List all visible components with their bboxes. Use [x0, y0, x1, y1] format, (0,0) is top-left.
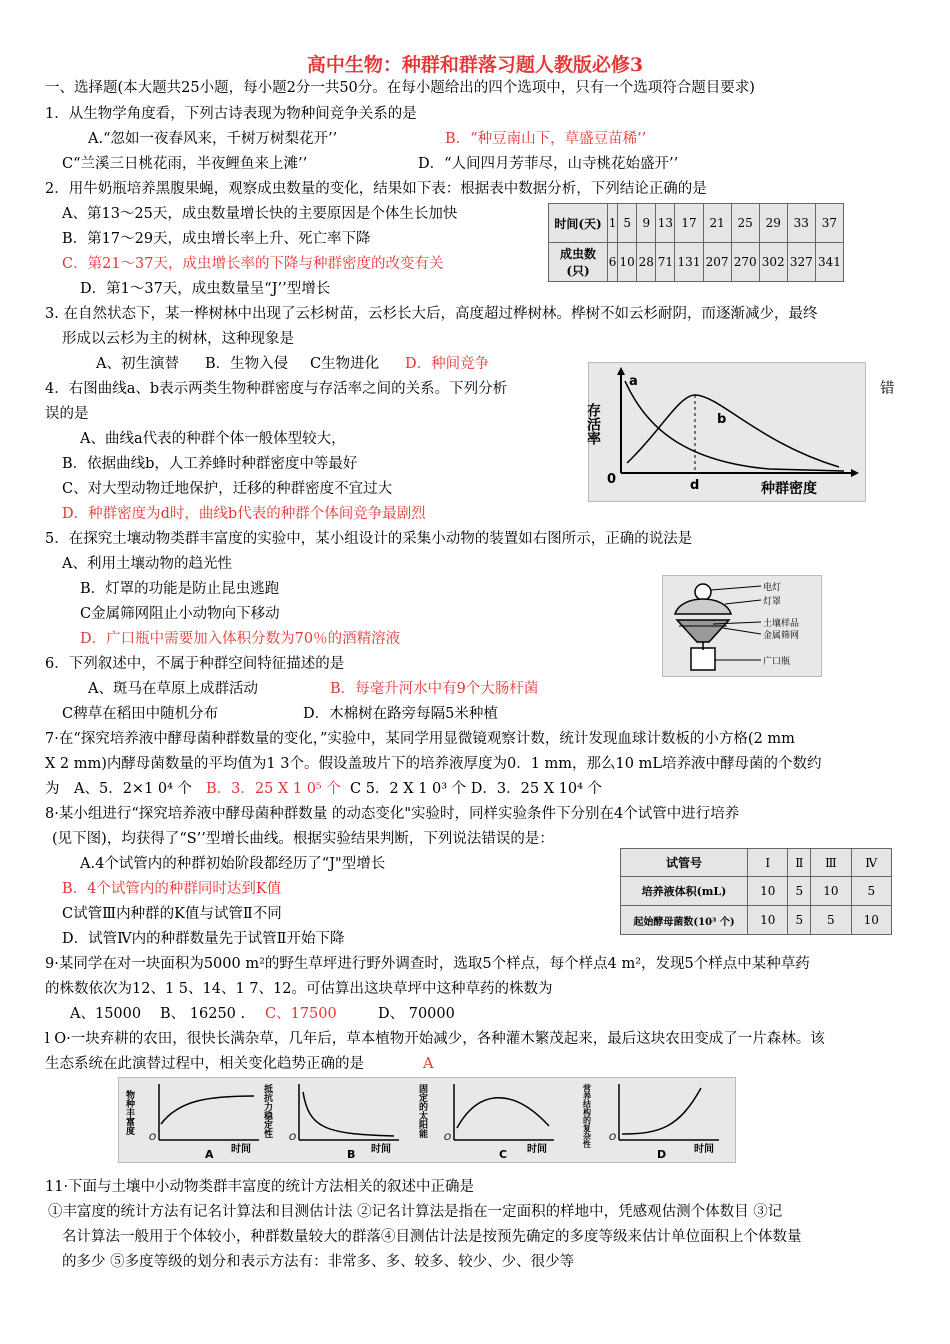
q4-option-c: C、对大型动物迁地保护，迁移的种群密度不宜过大 [62, 481, 393, 497]
arrow-up-icon [617, 367, 625, 375]
q2-day-cell: 5 [618, 204, 637, 243]
q2-count-cell: 302 [759, 243, 787, 282]
leader-line [723, 628, 761, 634]
q2-day-cell: 13 [656, 204, 675, 243]
q4-option-a: A、曲线a代表的种群个体一般体型较大， [80, 431, 346, 447]
q7-option-cd: C 5．2 X 1 0³ 个 D．3．25 X 10⁴ 个 [350, 781, 603, 797]
q2-row2-label: 成虫数(只) [549, 243, 608, 282]
q4-label-d: d [690, 478, 700, 493]
q11-line3: 的多少 ⑤多度等级的划分和表示方法有：非常多、多、较多、较少、少、很少等 [62, 1254, 575, 1270]
q4-stem-line1: 4．右图曲线a、b表示两类生物种群密度与存活率之间的关系。下列分析 [45, 381, 508, 397]
q4-label-a: a [629, 374, 638, 389]
label-lamp: 电灯 [763, 583, 782, 593]
curve-b [303, 1092, 394, 1136]
q2-option-d: D．第1～37天，成虫数量呈“J’’型增长 [80, 281, 331, 297]
graph-a-origin: O [149, 1133, 157, 1143]
q2-row1-label: 时间(天) [549, 204, 608, 243]
q8-header-cell: Ⅱ [788, 849, 811, 877]
q5-option-a: A、利用土壤动物的趋光性 [62, 556, 232, 572]
curve-d [622, 1088, 701, 1134]
page-title: 高中生物：种群和群落习题人教版必修3 [306, 54, 644, 76]
q2-data-table [548, 203, 844, 282]
q8-volume-cell: 5 [788, 877, 811, 906]
q7-line2: X 2 mm)内酵母菌数量的平均值为1 3个。假设盖玻片下的培养液厚度为0．1 mm，那么10 mL培养液中酵母菌的个数约 [45, 756, 822, 772]
q4-label-b: b [717, 412, 727, 427]
q7-line1: 7·在“探究培养液中酵母菌种群数量的变化，”实验中，某同学用显微镜观察计数，统计发现血球计数板的小方格(2 mm [45, 731, 795, 747]
q2-day-cell: 25 [731, 204, 759, 243]
graph-a-x-label: 时间 [231, 1144, 251, 1155]
q2-day-cell: 37 [815, 204, 843, 243]
graph-c-y-label: 固定的太阳能 [417, 1084, 427, 1138]
q8-option-d: D．试管Ⅳ内的种群数量先于试管Ⅱ开始下降 [62, 931, 345, 947]
q2-stem: 2．用牛奶瓶培养黑腹果蝇，观察成虫数量的变化，结果如下表：根据表中数据分析，下列结论正确的是 [45, 181, 707, 197]
q10-graphs-figure [118, 1077, 736, 1163]
q2-option-a: A、第13～25天，成虫数量增长快的主要原因是个体生长加快 [62, 206, 458, 222]
q8-option-a: A.4个试管内的种群初始阶段都经历了“J"型增长 [80, 856, 386, 872]
q2-count-cell: 131 [675, 243, 703, 282]
q9-line1: 9·某同学在对一块面积为5000 m²的野生草坪进行野外调查时，选取5个样点，每个样点4 m²，发现5个样点中某种草药 [45, 956, 810, 972]
section-heading: 一、选择题(本大题共25小题，每小题2分一共50分。在每小题给出的四个选项中，只有一个选项符合题目要求) [45, 80, 755, 96]
q4-curve-b [627, 395, 839, 467]
q10-graph-c [417, 1083, 554, 1161]
q2-count-cell: 270 [731, 243, 759, 282]
q8-row-yeast: 起始酵母菌数(10³ 个) [621, 906, 748, 935]
graph-d-origin: O [609, 1133, 617, 1143]
q4-origin: 0 [607, 472, 617, 487]
q7-option-a: 为 A、5．2×1 0⁴ 个 [45, 781, 193, 797]
q4-x-label: 种群密度 [761, 481, 817, 497]
q9-option-a: A、15000 [70, 1006, 142, 1022]
q8-yeast-cell: 10 [851, 906, 891, 935]
q6-option-b: B．每毫升河水中有9个大肠杆菌 [330, 681, 539, 697]
q5-option-c: C金属筛网阻止小动物向下移动 [80, 606, 280, 622]
q8-line2: (见下图)，均获得了“S’’型增长曲线。根据实验结果判断，下列说法错误的是： [52, 831, 554, 847]
q4-stem-line2: 误的是 [45, 406, 89, 422]
q6-stem: 6．下列叙述中，不属于种群空间特征描述的是 [45, 656, 345, 672]
graph-b-x-label: 时间 [371, 1144, 391, 1155]
q3-option-c: C生物进化 [310, 356, 380, 372]
lampshade-icon [675, 599, 731, 614]
q4-option-d: D．种群密度为d时，曲线b代表的种群个体间竞争最剧烈 [62, 506, 426, 522]
arrow-right-icon [851, 469, 859, 477]
q11-stem: 11·下面与土壤中小动物类群丰富度的统计方法相关的叙述中正确是 [45, 1179, 475, 1195]
label-jar: 广口瓶 [763, 657, 791, 667]
q5-option-b: B．灯罩的功能是防止昆虫逃跑 [80, 581, 280, 597]
q8-volume-cell: 10 [811, 877, 851, 906]
graph-d-y-label: 营养结构的复杂性 [582, 1084, 592, 1148]
leader-line [725, 600, 761, 604]
q5-option-d: D．广口瓶中需要加入体积分数为70％的酒精溶液 [80, 631, 401, 647]
q9-line2: 的株数依次为12、1 5、14、1 7、12。可估算出这块草坪中这种草药的株数为 [45, 981, 553, 997]
q6-option-d: D．木棉树在路旁每隔5米种植 [303, 706, 498, 722]
q6-option-c: C稗草在稻田中随机分布 [62, 706, 219, 722]
q5-stem: 5．在探究土壤动物类群丰富度的实验中，某小组设计的采集小动物的装置如右图所示，正确的说法是 [45, 531, 693, 547]
graph-a-tag: A [205, 1148, 214, 1161]
q2-count-cell: 341 [815, 243, 843, 282]
q3-option-b: B．生物入侵 [205, 356, 289, 372]
q6-option-a: A、斑马在草原上成群活动 [88, 681, 258, 697]
curve-c [457, 1098, 549, 1128]
q10-line2: 生态系统在此演替过程中，相关变化趋势正确的是 [45, 1056, 364, 1072]
q9-option-b: B、 16250 . [160, 1006, 246, 1022]
graph-c-x-label: 时间 [527, 1144, 547, 1155]
curve-a [161, 1096, 254, 1124]
label-soil-sample: 土壤样品 [763, 619, 800, 629]
q3-stem-line1: 3. 在自然状态下，某一桦树林中出现了云杉树苗，云杉长大后，高度超过桦树林。桦树不如云杉耐阴，而逐渐减少，最终 [45, 306, 818, 322]
q1-option-c: C“兰溪三日桃花雨，半夜鲤鱼来上滩’’ [62, 156, 308, 172]
graph-a-y-label: 物种丰富度 [124, 1090, 134, 1135]
q2-option-b: B．第17～29天，成虫增长率上升、死亡率下降 [62, 231, 371, 247]
q2-count-cell: 28 [637, 243, 656, 282]
label-metal-sieve: 金属筛网 [763, 631, 800, 641]
q2-count-cell: 71 [656, 243, 675, 282]
q2-day-cell: 33 [787, 204, 815, 243]
q1-option-b: B．“种豆南山下，草盛豆苗稀’’ [445, 131, 647, 147]
q2-option-c: C．第21～37天，成虫增长率的下降与种群密度的改变有关 [62, 256, 444, 272]
q10-graph-b [262, 1083, 399, 1161]
q11-line2: 名计算法一般用于个体较小，种群数量较大的群落④目测估计法是按预先确定的多度等级来估计单位面积上个体数量 [62, 1229, 802, 1245]
graph-b-origin: O [289, 1133, 297, 1143]
q8-yeast-cell: 5 [811, 906, 851, 935]
q9-option-d: D、 70000 [378, 1006, 455, 1022]
q8-volume-cell: 5 [851, 877, 891, 906]
q10-answer: A [423, 1056, 434, 1072]
q4-stem-end: 错 [880, 381, 895, 397]
q2-day-cell: 21 [703, 204, 731, 243]
q3-stem-line2: 形成以云杉为主的树林，这种现象是 [62, 331, 294, 347]
q2-day-cell: 17 [675, 204, 703, 243]
q2-count-cell: 207 [703, 243, 731, 282]
q8-line1: 8·某小组进行“探究培养液中酵母菌种群数量 的动态变化"实验时，同样实验条件下分别在4个试管中进行培养 [45, 806, 740, 822]
graph-c-tag: C [499, 1148, 508, 1161]
graph-d-tag: D [657, 1148, 667, 1161]
graph-b-y-label: 抵抗力稳定性 [262, 1084, 272, 1138]
q8-header-cell: Ⅳ [851, 849, 891, 877]
leader-line [711, 586, 761, 590]
q8-option-b: B．4个试管内的种群同时达到K值 [62, 881, 282, 897]
jar-icon [691, 648, 715, 670]
q2-day-cell: 29 [759, 204, 787, 243]
graph-d-x-label: 时间 [694, 1144, 714, 1155]
q8-header-cell: Ⅲ [811, 849, 851, 877]
q2-day-cell: 1 [608, 204, 618, 243]
q10-line1: l O·一块弃耕的农田，很快长满杂草，几年后，草本植物开始减少，各种灌木繁茂起来，最后这块农田变成了一片森林。该 [45, 1031, 825, 1047]
q4-y-label: 存活率 [585, 403, 601, 445]
q1-option-d: D．“人间四月芳菲尽，山寺桃花始盛开’’ [418, 156, 679, 172]
q9-option-c: C、17500 [265, 1006, 337, 1022]
q8-row-volume: 培养液体积(mL) [621, 877, 748, 906]
q1-stem: 1．从生物学角度看，下列古诗表现为物种间竞争关系的是 [45, 106, 417, 122]
q8-header-cell: Ⅰ [748, 849, 788, 877]
q2-day-cell: 9 [637, 204, 656, 243]
label-lampshade: 灯罩 [763, 597, 782, 607]
q8-yeast-cell: 10 [748, 906, 788, 935]
q8-option-c: C试管Ⅲ内种群的K值与试管Ⅱ不同 [62, 906, 282, 922]
graph-c-origin: O [444, 1133, 452, 1143]
lamp-icon [695, 584, 711, 600]
q7-option-b: B．3．25 X 1 0⁵ 个 [206, 781, 341, 797]
q8-header-tube: 试管号 [621, 849, 748, 877]
q2-count-cell: 6 [608, 243, 618, 282]
q11-line1: ①丰富度的统计方法有记名计算法和目测估计法 ②记名计算法是指在一定面积的样地中，凭感观估测个体数目 ③记 [48, 1204, 783, 1220]
q8-volume-cell: 10 [748, 877, 788, 906]
q2-count-cell: 10 [618, 243, 637, 282]
q3-option-d: D．种间竞争 [405, 356, 490, 372]
q8-yeast-cell: 5 [788, 906, 811, 935]
q10-graph-d [583, 1083, 720, 1161]
q5-apparatus-figure [662, 575, 822, 677]
q2-count-cell: 327 [787, 243, 815, 282]
q4-option-b: B．依据曲线b，人工养蜂时种群密度中等最好 [62, 456, 358, 472]
q3-option-a: A、初生演替 [96, 356, 179, 372]
graph-b-tag: B [347, 1148, 356, 1161]
q10-graph-a [124, 1084, 259, 1161]
q8-tube-table [620, 848, 892, 935]
q1-option-a: A.“忽如一夜春风来，千树万树梨花开’’ [88, 131, 338, 147]
q4-survival-graph [585, 362, 866, 502]
